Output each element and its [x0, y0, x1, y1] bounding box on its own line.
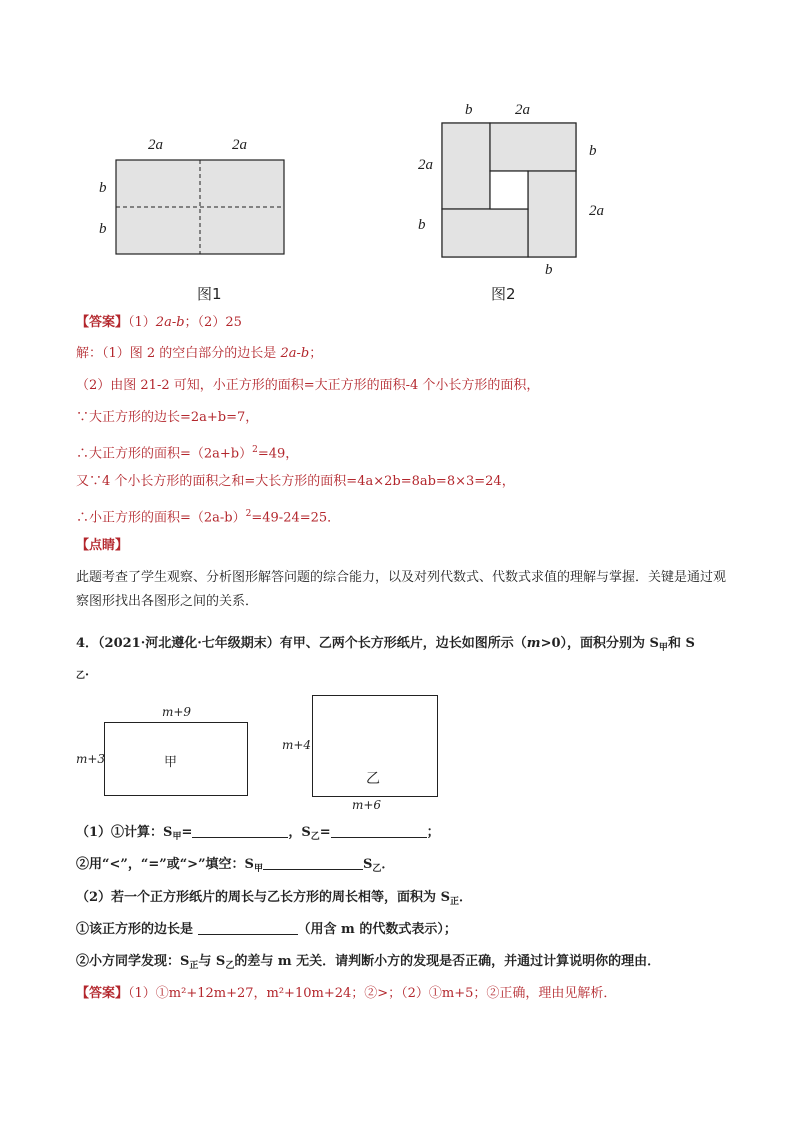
q4-p1-sub2: 乙: [310, 832, 320, 842]
fig2-caption: 图2: [491, 285, 516, 303]
rect-jia-top-label: m+9: [162, 705, 192, 719]
fig2-rect-bottom: [442, 209, 528, 257]
solution-line-4-c: =49，: [257, 446, 299, 462]
q4-text-a: 有甲、乙两个长方形纸片，边长如图所示（: [279, 636, 527, 651]
fig2-label-top-b: b: [465, 102, 473, 118]
q4-part1-2: ②用“<”，“=”或“>”填空：$S_甲$ $S_乙$．: [76, 857, 395, 874]
q4-p5-b: 与 S: [198, 954, 226, 969]
fig2-blank-square: [490, 171, 528, 209]
fig2-label-bottom-b: b: [545, 262, 553, 278]
fig1-caption: 图1: [197, 285, 222, 303]
fig2-label-left-2a: 2a: [418, 157, 433, 173]
fig2-rect-top: [490, 123, 576, 171]
q4-p2-sub1: 甲: [253, 864, 263, 874]
fig2-rect-right: [528, 171, 576, 257]
q4-answer-text: （1）①m²+12m+27，m²+10m+24；②>；（2）①m+5；②正确，理由见解析．: [128, 986, 617, 1001]
fig2-rect-left: [442, 123, 490, 209]
q4-sub-yi: 乙: [76, 671, 86, 681]
q4-p4-b: （用含 m 的代数式表示）；: [297, 922, 457, 937]
q4-p5-c: 的差与 m 无关．请判断小方的发现是否正确，并通过计算说明你的理由．: [234, 954, 661, 969]
solution-line-5: 又∵4 个小长方形的面积之和=大长方形的面积=4a×2b=8ab=8×3=24，: [76, 474, 515, 489]
q4-p4-a: ①该正方形的边长是: [76, 922, 198, 937]
q4-p1-d: =: [319, 825, 331, 840]
solution-line-4: [76, 440, 298, 464]
fig1-label-top-left: 2a: [148, 137, 163, 153]
answer-part2: ；（2）25: [184, 315, 242, 330]
fig2-label-top-2a: 2a: [515, 102, 530, 118]
solution-line-6-a: ∴小正方形的面积=（2a-b）: [76, 510, 246, 526]
fig2-label-left-b: b: [418, 217, 426, 233]
q4-text-b: >0），面积分别为 S: [540, 636, 659, 651]
fig2-label-right-b: b: [589, 143, 597, 159]
solution-line-6-exp: 2: [245, 509, 252, 519]
q4-source: （2021·河北遵化·七年级期末）: [98, 636, 280, 651]
q4-p1-e: ；: [426, 825, 440, 840]
blank-side-length[interactable]: [198, 920, 298, 935]
fig2-label-right-2a: 2a: [589, 203, 604, 219]
answer-tag: 【答案】: [76, 315, 129, 330]
answer-line: [76, 313, 242, 333]
answer-expr: 2a-b: [155, 315, 185, 330]
solution-line-4-a: ∴大正方形的面积=（2a+b）: [76, 446, 253, 462]
solution-line-3: ∵大正方形的边长=2a+b=7，: [76, 410, 259, 425]
q4-p5-sub1: 正: [189, 961, 199, 971]
q4-m: m: [526, 636, 541, 651]
q4-p2-sub2: 乙: [372, 864, 382, 874]
solution-prefix: 解：（1）图 2 的空白部分的边长是: [76, 346, 281, 361]
figure-2: [436, 118, 582, 262]
q4-p5-a: ②小方同学发现：S: [76, 954, 190, 969]
solution-expr: 2a-b: [280, 346, 310, 361]
q4-p2-a: ②用“<”，“=”或“>”填空：S: [76, 857, 254, 872]
q4-text-c: 和 S: [667, 636, 695, 651]
q4-answer-tag: 【答案】: [76, 986, 129, 1001]
q4-text-d: ．: [85, 664, 99, 679]
fig1-label-top-right: 2a: [232, 137, 247, 153]
rect-yi-label: 乙: [366, 771, 380, 787]
q4-answer: [76, 984, 616, 1004]
q4-stem-cont: [76, 662, 98, 686]
rect-yi-left-label: m+4: [282, 738, 312, 752]
q4-p3-sub: 正: [449, 897, 459, 907]
q4-number: 4．: [76, 636, 99, 651]
answer-part1: （1）: [128, 315, 156, 330]
rect-jia-label: 甲: [164, 755, 178, 770]
q4-p3-a: （2）若一个正方形纸片的周长与乙长方形的周长相等，面积为 S: [76, 890, 450, 905]
solution-line-2: （2）由图 21-2 可知，小正方形的面积=大正方形的面积-4 个小长方形的面积，: [76, 378, 540, 393]
rect-yi-bottom-label: m+6: [352, 798, 382, 812]
q4-part2-1: [76, 920, 457, 940]
solution-line-4-exp: 2: [252, 445, 258, 455]
q4-part1: [76, 823, 440, 847]
fig1-label-left-bottom: b: [99, 221, 107, 237]
solution-line-1: [76, 344, 322, 364]
solution-line-6: [76, 504, 340, 528]
q4-p1-a: （1）①计算：S: [76, 825, 173, 840]
q4-part2: [76, 888, 472, 912]
q4-stem: [76, 634, 695, 658]
rect-jia-left-label: m+3: [76, 752, 106, 766]
q4-part2-2: [76, 952, 660, 976]
blank-s-jia[interactable]: [192, 823, 288, 838]
q4-p1-b: =: [181, 825, 193, 840]
q4-p3-b: ．: [458, 890, 472, 905]
q4-p2-c: ．: [381, 857, 395, 872]
comment-text: 此题考查了学生观察、分析图形解答问题的综合能力，以及对列代数式、代数式求值的理解与掌握．关键是通过观察图形找出各图形之间的关系．: [76, 570, 727, 609]
figure-1: [110, 150, 300, 260]
blank-compare[interactable]: [263, 855, 363, 870]
q4-p5-sub2: 乙: [225, 961, 235, 971]
blank-s-yi[interactable]: [331, 823, 427, 838]
solution-line-6-c: =49-24=25．: [251, 510, 341, 526]
q4-sub-jia: 甲: [658, 643, 668, 653]
solution-suffix: ；: [309, 346, 323, 361]
comment-tag: 【点睛】: [76, 538, 129, 553]
q4-p1-sub1: 甲: [172, 832, 182, 842]
q4-p1-c: ，S: [288, 825, 311, 840]
fig1-label-left-top: b: [99, 180, 107, 196]
